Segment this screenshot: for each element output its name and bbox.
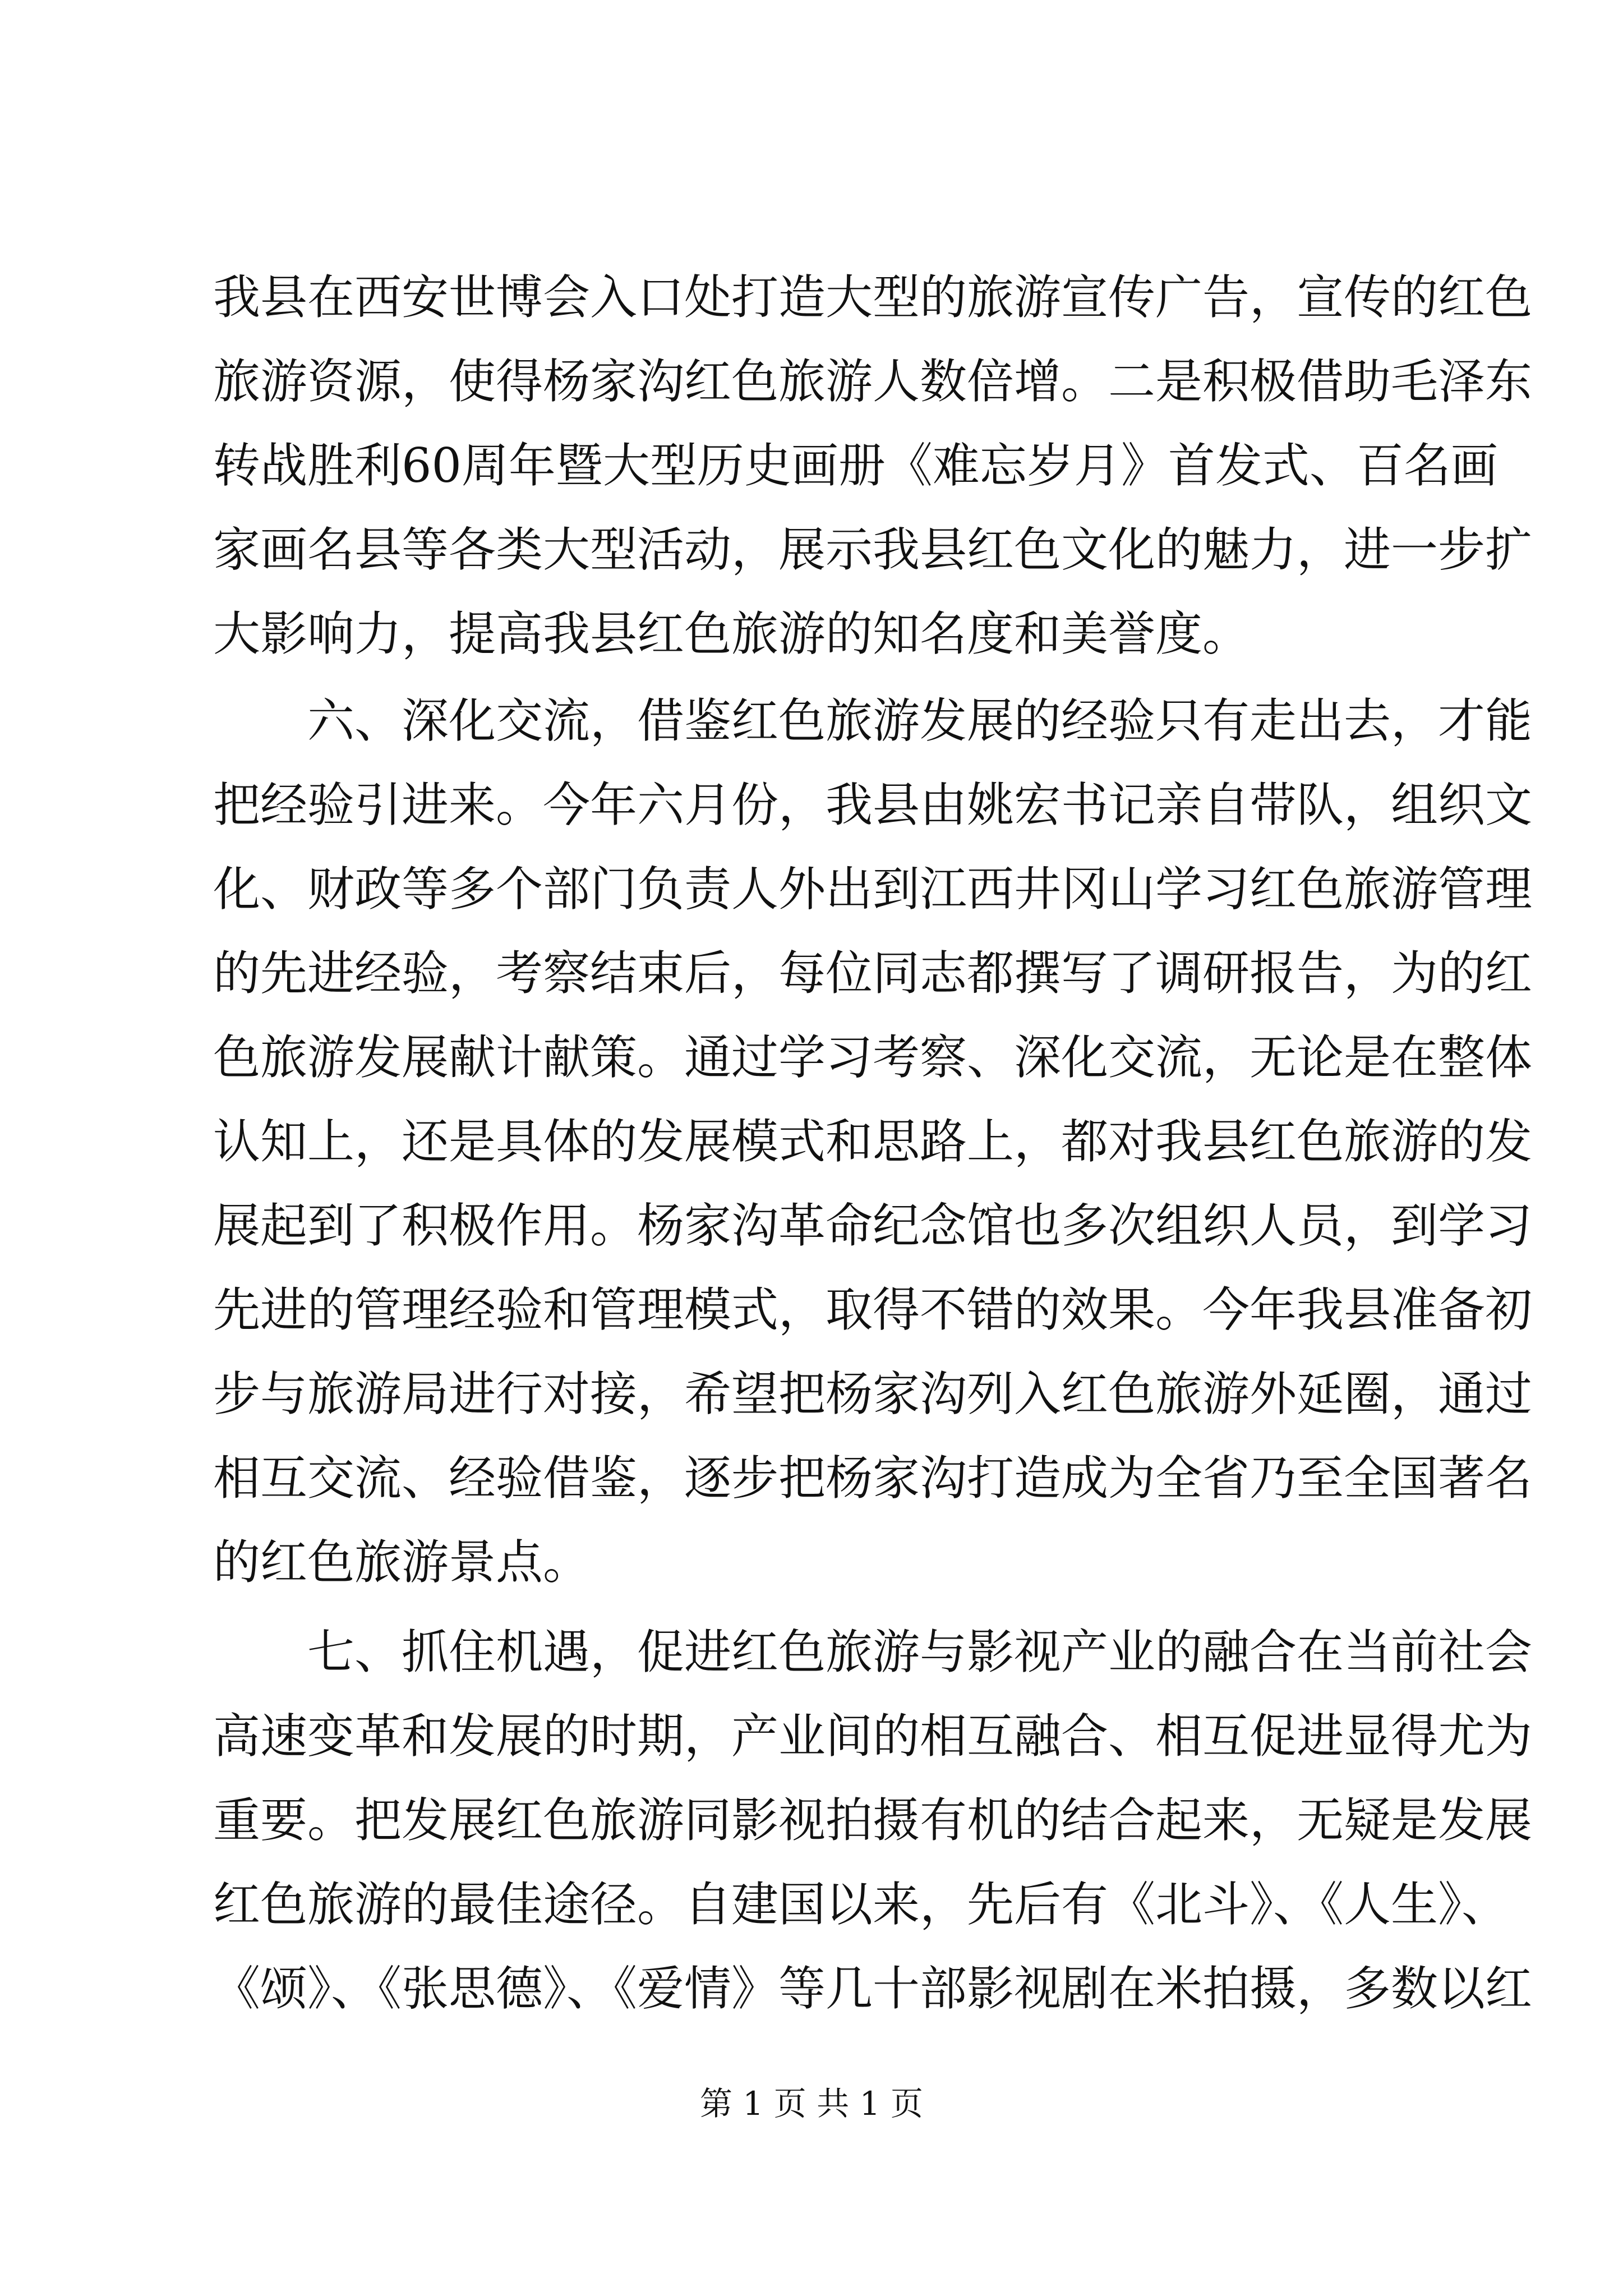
text-line: 转战胜利60周年暨大型历史画册《难忘岁月》首发式、百名画 — [213, 438, 1498, 493]
page-footer: 第 1 页 共 1 页 — [700, 2085, 923, 2123]
text-line: 我县在西安世博会入口处打造大型的旅游宣传广告，宣传的红色 — [213, 270, 1533, 325]
text-line: 重要。把发展红色旅游同影视拍摄有机的结合起来，无疑是发展 — [213, 1793, 1533, 1848]
text-line: 步与旅游局进行对接，希望把杨家沟列入红色旅游外延圈，通过 — [213, 1366, 1533, 1421]
text-line: 的红色旅游景点。 — [213, 1535, 591, 1590]
text-line: 相互交流、经验借鉴，逐步把杨家沟打造成为全省乃至全国著名 — [213, 1451, 1533, 1506]
text-line: 《颂》、《张思德》、《爱情》等几十部影视剧在米拍摄，多数以红 — [213, 1961, 1533, 2016]
text-line: 认知上，还是具体的发展模式和思路上，都对我县红色旅游的发 — [213, 1114, 1533, 1169]
paragraph-start-line: 六、深化交流，借鉴红色旅游发展的经验只有走出去，才能 — [307, 693, 1533, 748]
paragraph-start-line: 七、抓住机遇，促进红色旅游与影视产业的融合在当前社会 — [307, 1625, 1533, 1680]
text-line: 先进的管理经验和管理模式，取得不错的效果。今年我县准备初 — [213, 1282, 1533, 1337]
text-line: 旅游资源，使得杨家沟红色旅游人数倍增。二是积极借助毛泽东 — [213, 354, 1533, 409]
text-line: 高速变革和发展的时期，产业间的相互融合、相互促进显得尤为 — [213, 1709, 1533, 1764]
text-line: 的先进经验，考察结束后，每位同志都撰写了调研报告，为的红 — [213, 946, 1533, 1001]
text-line: 展起到了积极作用。杨家沟革命纪念馆也多次组织人员，到学习 — [213, 1198, 1533, 1253]
text-line: 大影响力，提高我县红色旅游的知名度和美誉度。 — [213, 606, 1250, 661]
text-line: 化、财政等多个部门负责人外出到江西井冈山学习红色旅游管理 — [213, 862, 1533, 917]
text-line: 把经验引进来。今年六月份，我县由姚宏书记亲自带队，组织文 — [213, 777, 1533, 832]
text-line: 色旅游发展献计献策。通过学习考察、深化交流，无论是在整体 — [213, 1030, 1533, 1085]
text-line: 家画名县等各类大型活动，展示我县红色文化的魅力，进一步扩 — [213, 522, 1533, 577]
text-line: 红色旅游的最佳途径。自建国以来，先后有《北斗》、《人生》、 — [213, 1877, 1509, 1932]
